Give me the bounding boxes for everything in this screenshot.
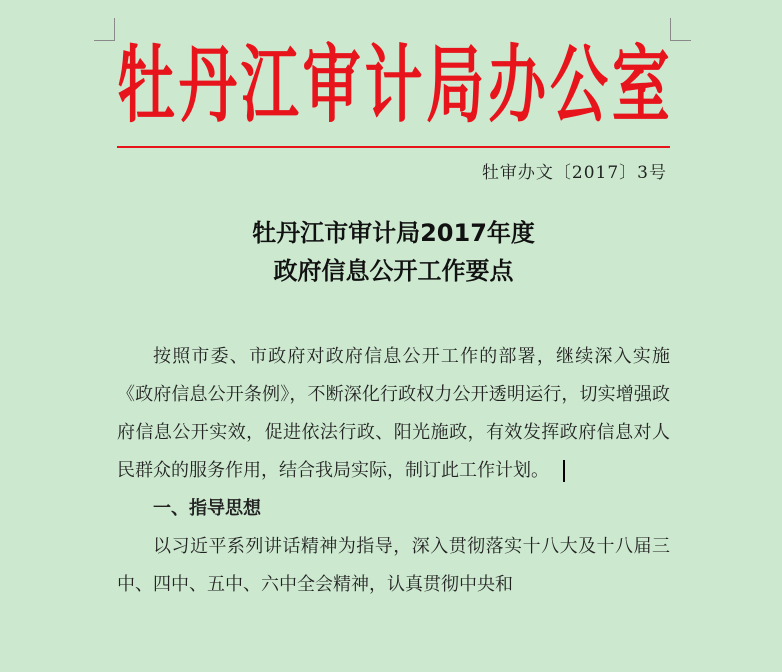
masthead-char: 牡 — [117, 35, 176, 135]
masthead-char: 计 — [364, 35, 423, 135]
masthead-char: 公 — [550, 35, 609, 135]
crop-mark-top-left — [94, 18, 115, 41]
paragraph-text: 按照市委、市政府对政府信息公开工作的部署，继续深入实施《政府信息公开条例》，不断深化行政权力公开透明运行，切实增强政府信息公开实效，促进依法行政、阳光施政，有效发挥政府信息对人民群众的服务作用，结合我局实际，制订此工作计划。 — [117, 346, 670, 481]
section-heading: 一、指导思想 — [153, 498, 261, 519]
document-title-line-1: 牡丹江市审计局2017年度 — [252, 219, 535, 247]
body-paragraph — [117, 338, 670, 490]
document-body[interactable] — [117, 338, 670, 604]
text-cursor — [563, 460, 565, 482]
masthead-title — [117, 33, 670, 137]
masthead-char: 局 — [426, 35, 485, 135]
masthead-char: 办 — [488, 35, 547, 135]
document-number: 牡审办文〔2017〕3号 — [481, 163, 667, 183]
masthead-char: 江 — [240, 35, 299, 135]
masthead-divider — [117, 146, 670, 148]
masthead-char: 丹 — [178, 35, 237, 135]
body-paragraph: 以习近平系列讲话精神为指导，深入贯彻落实十八大及十八届三中、四中、五中、六中全会精神，认真贯彻中央和 — [117, 536, 670, 595]
document-title-line-2: 政府信息公开工作要点 — [273, 257, 514, 285]
masthead-char: 室 — [611, 35, 670, 135]
masthead-char: 审 — [302, 35, 361, 135]
crop-mark-top-right — [670, 18, 691, 41]
